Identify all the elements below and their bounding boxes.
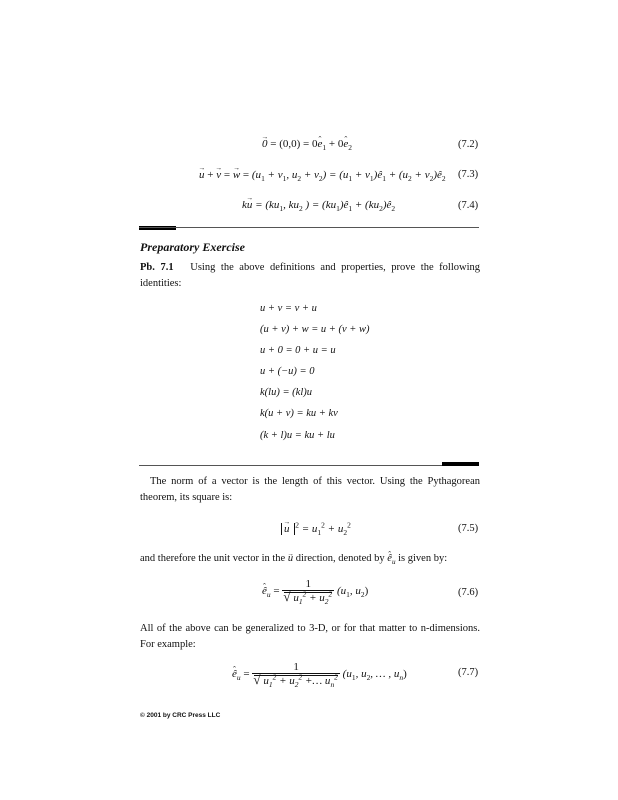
- generalization-paragraph: All of the above can be generalized to 3-D, or for that matter to n-dimensions. For example:: [140, 623, 480, 650]
- term: (u: [342, 668, 352, 681]
- coef: 0: [337, 138, 344, 150]
- equation-number: (7.2): [458, 139, 479, 150]
- term: )ê: [382, 199, 392, 211]
- sub: 2: [297, 174, 302, 184]
- sub: u: [266, 590, 271, 600]
- term: + u: [327, 523, 344, 535]
- equation-7-2: [262, 138, 352, 153]
- term: + u: [279, 675, 295, 687]
- norm-paragraph: The norm of a vector is the length of this vector. Using the Pythagorean theorem, its square is:: [140, 476, 480, 503]
- term: + v: [354, 169, 370, 181]
- identity-line: u + v = v + u: [260, 303, 317, 314]
- term: ): [364, 585, 369, 598]
- end-bar-right: [442, 462, 479, 466]
- term: , u: [286, 169, 298, 181]
- term: u: [293, 592, 299, 604]
- identity-line: u + 0 = 0 + u = u: [260, 345, 336, 356]
- equation-7-5: [281, 520, 351, 538]
- term: + v: [267, 169, 283, 181]
- sqrt: [254, 672, 338, 690]
- equation-number: (7.6): [458, 587, 479, 598]
- sub: 1: [279, 204, 284, 214]
- vec-u: → u: [247, 200, 253, 211]
- term: )ê: [433, 169, 442, 181]
- term: +… u: [304, 675, 331, 687]
- plus: +: [328, 138, 336, 150]
- unit-e: ˆ e: [318, 139, 323, 150]
- vec-u: → u: [284, 524, 290, 535]
- unit-e: ˆ ê: [232, 669, 237, 680]
- sup: 2: [295, 520, 299, 530]
- sub: 1: [298, 597, 303, 607]
- sub: 2: [324, 597, 329, 607]
- term: + (u: [388, 169, 409, 181]
- sub: 2: [343, 528, 348, 538]
- identity-line: k(u + v) = ku + kv: [260, 408, 338, 419]
- eq-sign: =: [270, 138, 277, 150]
- identity-line: u + (−u) = 0: [260, 366, 315, 377]
- unit-e: ˆ ê: [387, 551, 392, 567]
- identity-line: k(lu) = (kl)u: [260, 387, 312, 398]
- zero-vector: → 0: [262, 139, 268, 150]
- fraction: [282, 578, 334, 607]
- equation-number: (7.7): [458, 667, 479, 678]
- copyright-footer: © 2001 by CRC Press LLC: [140, 712, 221, 719]
- sub: 1: [369, 174, 374, 184]
- sub: n: [399, 673, 404, 683]
- sup: 2: [302, 589, 307, 599]
- sup: 2: [298, 672, 303, 682]
- equation-7-4: [242, 199, 396, 214]
- equation-number: (7.4): [458, 200, 479, 211]
- sub: 2: [379, 204, 383, 214]
- sub: u: [236, 673, 241, 683]
- section-rule: [139, 227, 479, 228]
- term: , … , u: [370, 668, 400, 681]
- sub: 2: [391, 204, 396, 214]
- sub: 1: [322, 143, 327, 153]
- vec-u: → u: [288, 551, 293, 567]
- sub: 1: [348, 204, 353, 214]
- term: )ê: [373, 169, 383, 181]
- unit-e: ˆ e: [343, 139, 348, 150]
- vec-w: → w: [233, 170, 240, 181]
- sub: 1: [351, 673, 356, 683]
- coef: 0: [312, 138, 318, 150]
- problem-label: Pb. 7.1: [140, 262, 174, 273]
- tuple: (0,0): [279, 138, 301, 150]
- sup: 2: [272, 672, 277, 682]
- eq-sign: =: [223, 169, 231, 181]
- section-title: Preparatory Exercise: [140, 240, 245, 254]
- sub: 1: [317, 528, 322, 538]
- text: and therefore the unit vector in the: [140, 553, 286, 564]
- term: + u: [309, 592, 325, 604]
- sub: 1: [348, 174, 353, 184]
- sub: 2: [298, 204, 303, 214]
- term: + (ku: [354, 199, 380, 211]
- term: , u: [349, 585, 361, 598]
- sub: 2: [441, 174, 446, 184]
- text: direction, denoted by: [295, 553, 385, 564]
- plus: +: [207, 169, 214, 181]
- equation-7-7: ˆ $ê_u$ = 1 √ $u_1^2 + u_2^2$ +… $u_n^2$ ($u_1$, $u_2$, … , $u_n$): [232, 662, 407, 687]
- term: u: [263, 675, 269, 687]
- sqrt: [284, 589, 333, 607]
- sub: 1: [346, 590, 350, 600]
- eq-sign: =: [242, 169, 250, 181]
- norm-bars: [281, 523, 295, 535]
- sup: 2: [328, 589, 333, 599]
- text: is given by:: [398, 553, 448, 564]
- end-rule: [139, 465, 479, 466]
- term: ) = (u: [322, 169, 349, 181]
- sub: 1: [382, 174, 386, 184]
- sub: 1: [282, 174, 287, 184]
- sup: 2: [347, 520, 351, 530]
- term: + v: [414, 169, 430, 181]
- term: (u: [251, 169, 262, 181]
- sub: 2: [318, 174, 323, 184]
- sub: 2: [360, 590, 365, 600]
- vec-v: → v: [216, 170, 221, 181]
- sub: 1: [261, 174, 265, 184]
- eq-sign: =: [303, 138, 310, 150]
- sub: 1: [336, 204, 340, 214]
- sub: u: [391, 558, 396, 567]
- equation-7-6: ˆ $ê_u$ = 1 √ $u_1^2 + u_2^2$ ($u_1$, $u_2$): [262, 579, 368, 604]
- sup: 2: [334, 672, 338, 682]
- numerator: 1: [305, 578, 312, 590]
- term: ): [403, 668, 407, 681]
- sub: 2: [429, 174, 434, 184]
- sup: 2: [321, 520, 325, 530]
- sub: 1: [268, 680, 273, 690]
- sub: n: [330, 680, 335, 690]
- sub: 2: [294, 680, 299, 690]
- identity-line: (u + v) + w = u + (v + w): [260, 324, 370, 335]
- unit-e: ˆ ê: [262, 586, 267, 597]
- term: , u: [355, 668, 367, 681]
- sub: 2: [348, 143, 352, 153]
- term: )ê: [339, 199, 349, 211]
- equation-7-3: [199, 169, 446, 184]
- term: = u: [301, 523, 318, 535]
- term: ) = (ku: [305, 199, 337, 211]
- unit-vector-paragraph: [140, 551, 480, 567]
- identity-line: (k + l)u = ku + lu: [260, 430, 335, 441]
- term: (u: [336, 585, 347, 598]
- problem-text: Using the above definitions and properties, prove the following identities:: [140, 262, 480, 289]
- equation-number: (7.3): [458, 169, 479, 180]
- term: = (ku: [255, 199, 280, 211]
- sub: 2: [408, 174, 412, 184]
- vec-u: → u: [199, 170, 205, 181]
- sub: 2: [366, 673, 371, 683]
- equation-number: (7.5): [458, 523, 479, 534]
- problem-statement: [140, 260, 480, 291]
- numerator: 1: [293, 661, 299, 673]
- term: , ku: [283, 199, 299, 211]
- scalar-k: k: [242, 199, 247, 211]
- term: + v: [303, 169, 319, 181]
